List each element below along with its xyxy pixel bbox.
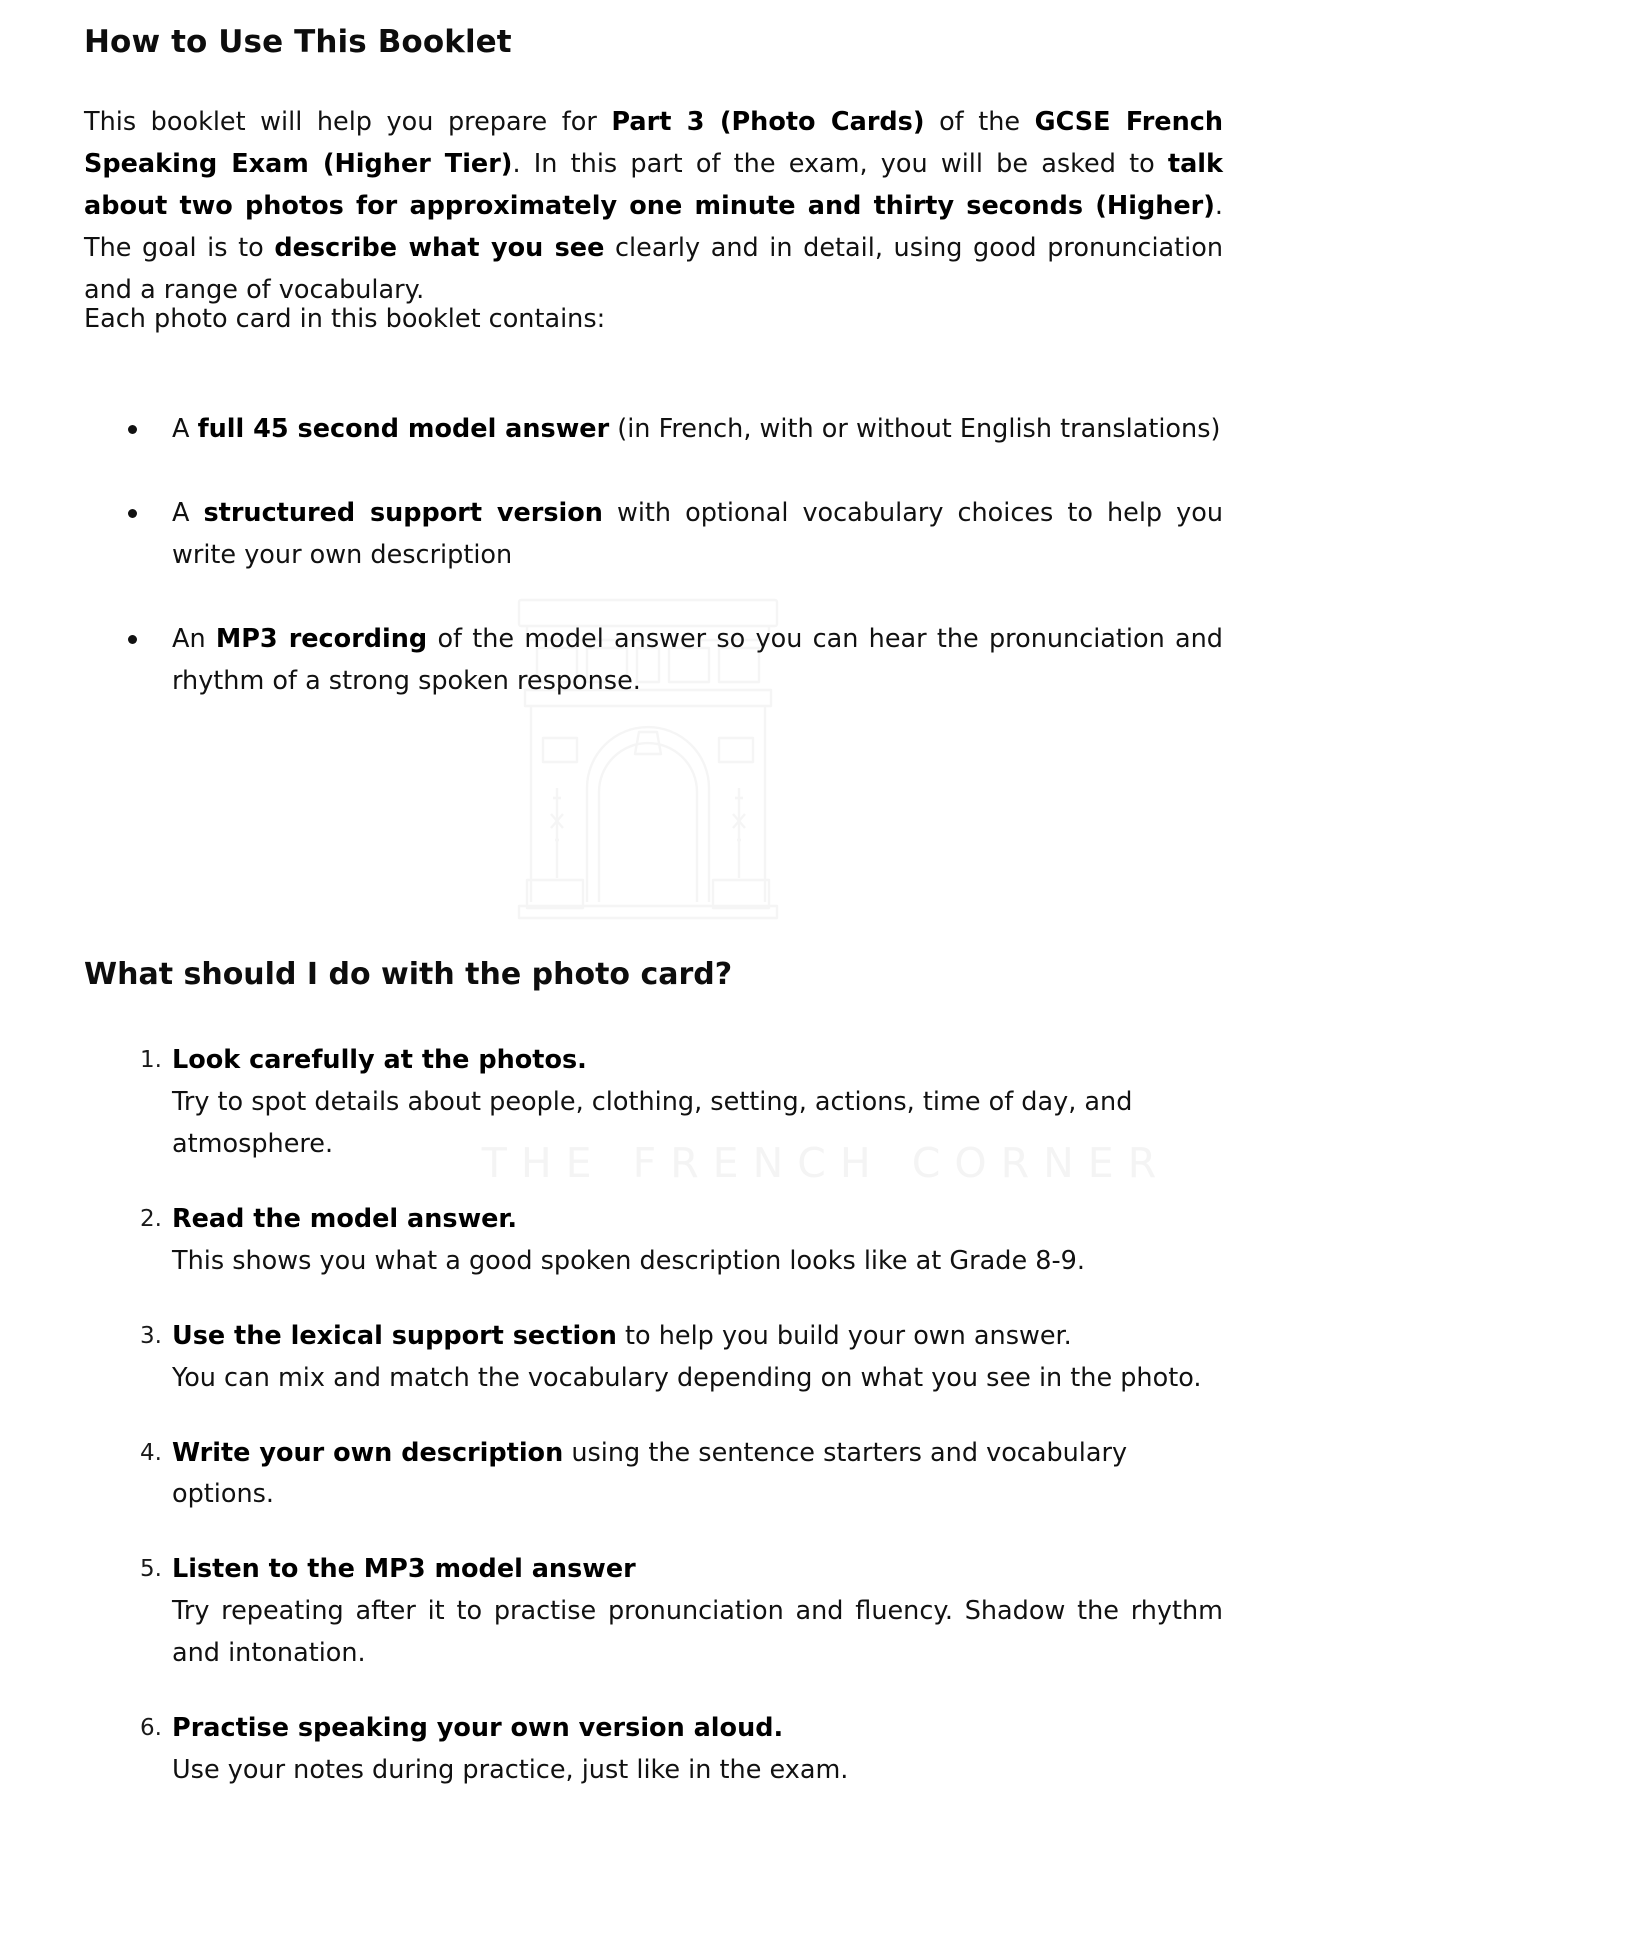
emphasis-text: Look carefully at the photos.	[172, 1045, 587, 1075]
plain-text: . The goal is to	[84, 191, 1223, 263]
step-description: Use your notes during practice, just like in the exam.	[172, 1755, 849, 1785]
list-item	[0, 408, 1638, 450]
bullet-dot-icon	[128, 425, 137, 434]
step-description: This shows you what a good spoken description looks like at Grade 8-9.	[172, 1246, 1086, 1276]
step-description: You can mix and match the vocabulary depending on what you see in the photo.	[172, 1363, 1202, 1393]
step-heading	[172, 1040, 1223, 1081]
list-item	[0, 618, 1638, 702]
plain-text: An	[172, 624, 216, 654]
emphasis-text: talk about two photos for approximately one minute and thirty seconds (Higher)	[84, 149, 1223, 221]
section-heading-photo-card: What should I do with the photo card?	[84, 957, 733, 992]
step-number: 1.	[140, 1047, 162, 1073]
list-item	[0, 492, 1638, 576]
step-item	[0, 1433, 1638, 1515]
step-item	[0, 1040, 1638, 1165]
photo-card-steps-list	[0, 1040, 1638, 1791]
intro-paragraph	[84, 101, 1223, 311]
bullet-dot-icon	[128, 635, 137, 644]
step-number: 5.	[140, 1556, 162, 1582]
emphasis-text: MP3 recording	[215, 624, 428, 654]
emphasis-text: Read the model answer.	[172, 1204, 518, 1234]
emphasis-text: full 45 second model answer	[197, 414, 610, 444]
plain-text: clearly and in detail, using good pronunciation and a range of vocabulary.	[84, 233, 1224, 305]
plain-text: to help you build your own answer.	[616, 1321, 1072, 1351]
emphasis-text: GCSE French Speaking Exam (Higher Tier)	[84, 107, 1223, 179]
plain-text: A	[172, 498, 204, 528]
step-number: 3.	[140, 1323, 162, 1349]
step-heading	[172, 1433, 1223, 1515]
plain-text: This booklet will help you prepare for	[84, 107, 612, 137]
plain-text: with optional vocabulary choices to help you write your own description	[172, 498, 1223, 570]
step-heading	[172, 1549, 1223, 1590]
emphasis-text: structured support version	[203, 498, 603, 528]
emphasis-text: Practise speaking your own version aloud.	[172, 1713, 784, 1743]
watermark-text: THE FRENCH CORNER	[481, 1139, 1171, 1187]
step-description: Try to spot details about people, clothing, setting, actions, time of day, and atmosphere.	[172, 1087, 1133, 1159]
step-item	[0, 1549, 1638, 1674]
step-item	[0, 1316, 1638, 1399]
booklet-contents-list	[0, 408, 1638, 702]
plain-text: (in French, with or without English translations)	[609, 414, 1221, 444]
emphasis-text: Use the lexical support section	[172, 1321, 617, 1351]
emphasis-text: Listen to the MP3 model answer	[172, 1554, 636, 1584]
emphasis-text: Write your own description	[172, 1438, 564, 1468]
list-item-text	[172, 492, 1223, 576]
list-item-text	[172, 618, 1223, 702]
step-number: 4.	[140, 1440, 162, 1466]
step-item	[0, 1708, 1638, 1791]
contains-lead-in: Each photo card in this booklet contains:	[84, 304, 606, 334]
step-heading	[172, 1316, 1223, 1357]
step-heading	[172, 1708, 1223, 1749]
step-description: Try repeating after it to practise pronunciation and fluency. Shadow the rhythm and intonation.	[172, 1596, 1223, 1668]
bullet-dot-icon	[128, 509, 137, 518]
step-number: 6.	[140, 1715, 162, 1741]
step-item	[0, 1199, 1638, 1282]
step-heading	[172, 1199, 1223, 1240]
plain-text: A	[172, 414, 198, 444]
page-title: How to Use This Booklet	[84, 24, 512, 60]
plain-text: of the model answer so you can hear the pronunciation and rhythm of a strong spoken response.	[172, 624, 1223, 696]
emphasis-text: Part 3 (Photo Cards)	[611, 107, 925, 137]
plain-text: using the sentence starters and vocabulary options.	[172, 1438, 1128, 1509]
emphasis-text: describe what you see	[274, 233, 605, 263]
step-number: 2.	[140, 1206, 162, 1232]
plain-text: . In this part of the exam, you will be asked to	[512, 149, 1168, 179]
list-item-text	[172, 408, 1223, 450]
plain-text: of the	[924, 107, 1035, 137]
